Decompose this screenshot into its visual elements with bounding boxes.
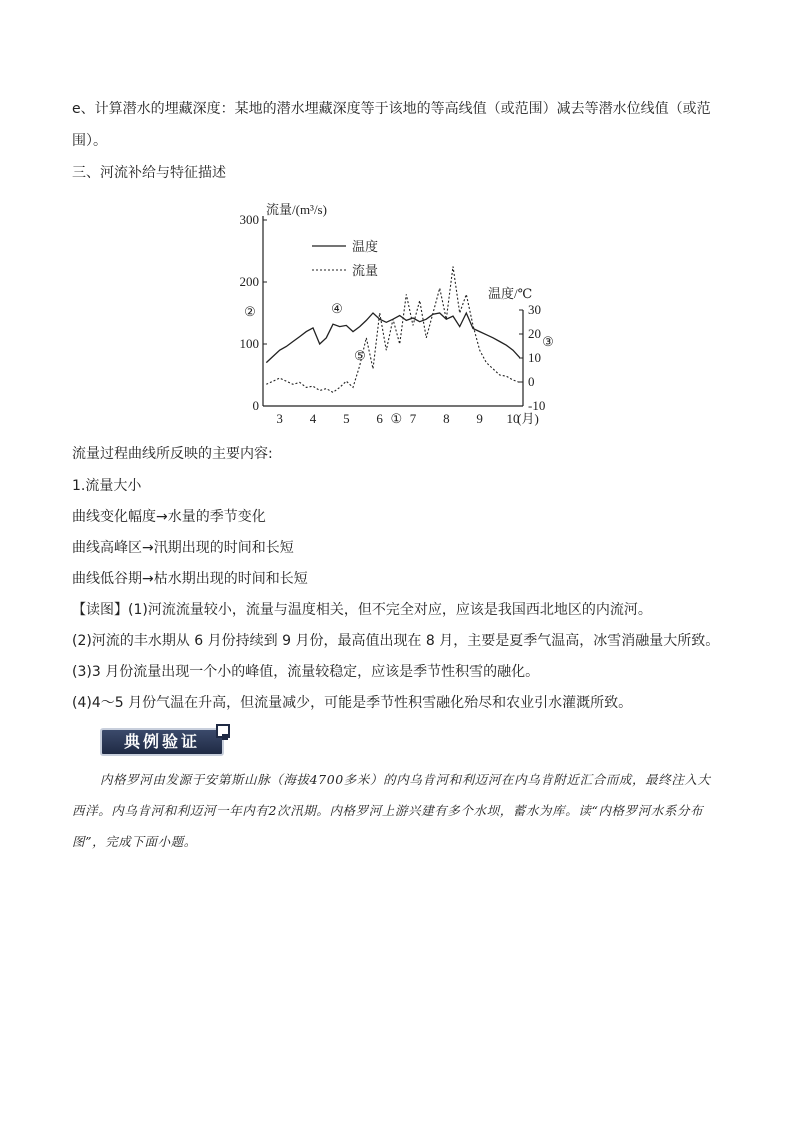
y-left-tick-label: 300 <box>239 212 259 227</box>
x-unit-label: (月) <box>517 411 539 426</box>
item-trough: 曲线低谷期→枯水期出现的时间和长短 <box>72 571 308 587</box>
read-figure-1: 【读图】(1)河流流量较小，流量与温度相关，但不完全对应，应该是我国西北地区的内流河。 <box>72 602 652 618</box>
annotation-marker: ④ <box>331 301 343 316</box>
flow-intro: 流量过程曲线所反映的主要内容: <box>72 446 273 462</box>
example-paragraph: 内格罗河由发源于安第斯山脉（海拔4700多米）的内乌肯河和利迈河在内乌肯附近汇合而成，最终注入大西洋。内乌肯河和利迈河一年内有2次汛期。内格罗河上游兴建有多个水坝，蓄水为库。读“内格罗河水系分布图”，完成下面小题。 <box>72 772 711 849</box>
annotation-marker: ③ <box>542 334 554 349</box>
y-left-tick-label: 200 <box>239 274 259 289</box>
annotation-marker: ② <box>244 304 256 319</box>
series-flow-line <box>266 267 519 393</box>
x-tick-label: 10 <box>506 411 520 426</box>
y-right-tick-label: 20 <box>528 326 541 341</box>
chart-annotations <box>244 301 554 363</box>
read-figure-4: (4)4～5 月份气温在升高，但流量减少，可能是季节性积雪融化殆尽和农业引水灌溉所致。 <box>72 695 633 711</box>
x-tick-label: ① <box>390 411 403 426</box>
y-right-tick-label: 0 <box>528 374 535 389</box>
annotation-marker: ⑤ <box>354 348 366 363</box>
x-tick-label: 9 <box>476 411 483 426</box>
y-right-tick-label: 10 <box>528 350 541 365</box>
legend-flow-label: 流量 <box>352 263 379 278</box>
y-right-axis-label: 温度/℃ <box>488 286 533 301</box>
x-tick-label: 6 <box>376 411 383 426</box>
legend-temperature-label: 温度 <box>352 239 379 254</box>
item-peak: 曲线高峰区→汛期出现的时间和长短 <box>72 540 294 556</box>
x-tick-label: 3 <box>276 411 283 426</box>
text-line-e1: e、计算潜水的埋藏深度：某地的潜水埋藏深度等于该地的等高线值（或范围）减去等潜水位线值（或范 <box>72 101 711 117</box>
chart-series <box>266 267 519 393</box>
y-right-tick-label: -10 <box>528 398 546 413</box>
chart-axes <box>263 216 523 406</box>
y-left-tick-label: 100 <box>239 336 259 351</box>
y-right-tick-label: 30 <box>528 302 541 317</box>
section-heading-3: 三、河流补给与特征描述 <box>72 165 226 181</box>
x-tick-label: 7 <box>409 411 417 426</box>
item-amplitude: 曲线变化幅度→水量的季节变化 <box>72 509 266 525</box>
read-figure-3: (3)3 月份流量出现一个小的峰值，流量较稳定，应该是季节性积雪的融化。 <box>72 664 540 680</box>
item-1: 1.流量大小 <box>72 478 142 494</box>
example-badge <box>100 724 230 754</box>
read-figure-2: (2)河流的丰水期从 6 月份持续到 9 月份，最高值出现在 8 月，主要是夏季气温高，冰雪消融量大所致。 <box>72 633 720 649</box>
chart-legend <box>312 239 378 278</box>
x-tick-label: 5 <box>343 411 350 426</box>
flow-temperature-chart <box>230 198 554 433</box>
example-badge-label: 典例验证 <box>100 728 224 756</box>
x-tick-label: 8 <box>443 411 450 426</box>
y-left-tick-label: 0 <box>252 398 259 413</box>
badge-corner-dot-icon <box>222 734 228 740</box>
x-ticks <box>276 411 538 426</box>
x-tick-label: 4 <box>309 411 317 426</box>
y-left-axis-label: 流量/(m³/s) <box>266 202 327 217</box>
text-line-e2: 围）。 <box>72 133 107 149</box>
